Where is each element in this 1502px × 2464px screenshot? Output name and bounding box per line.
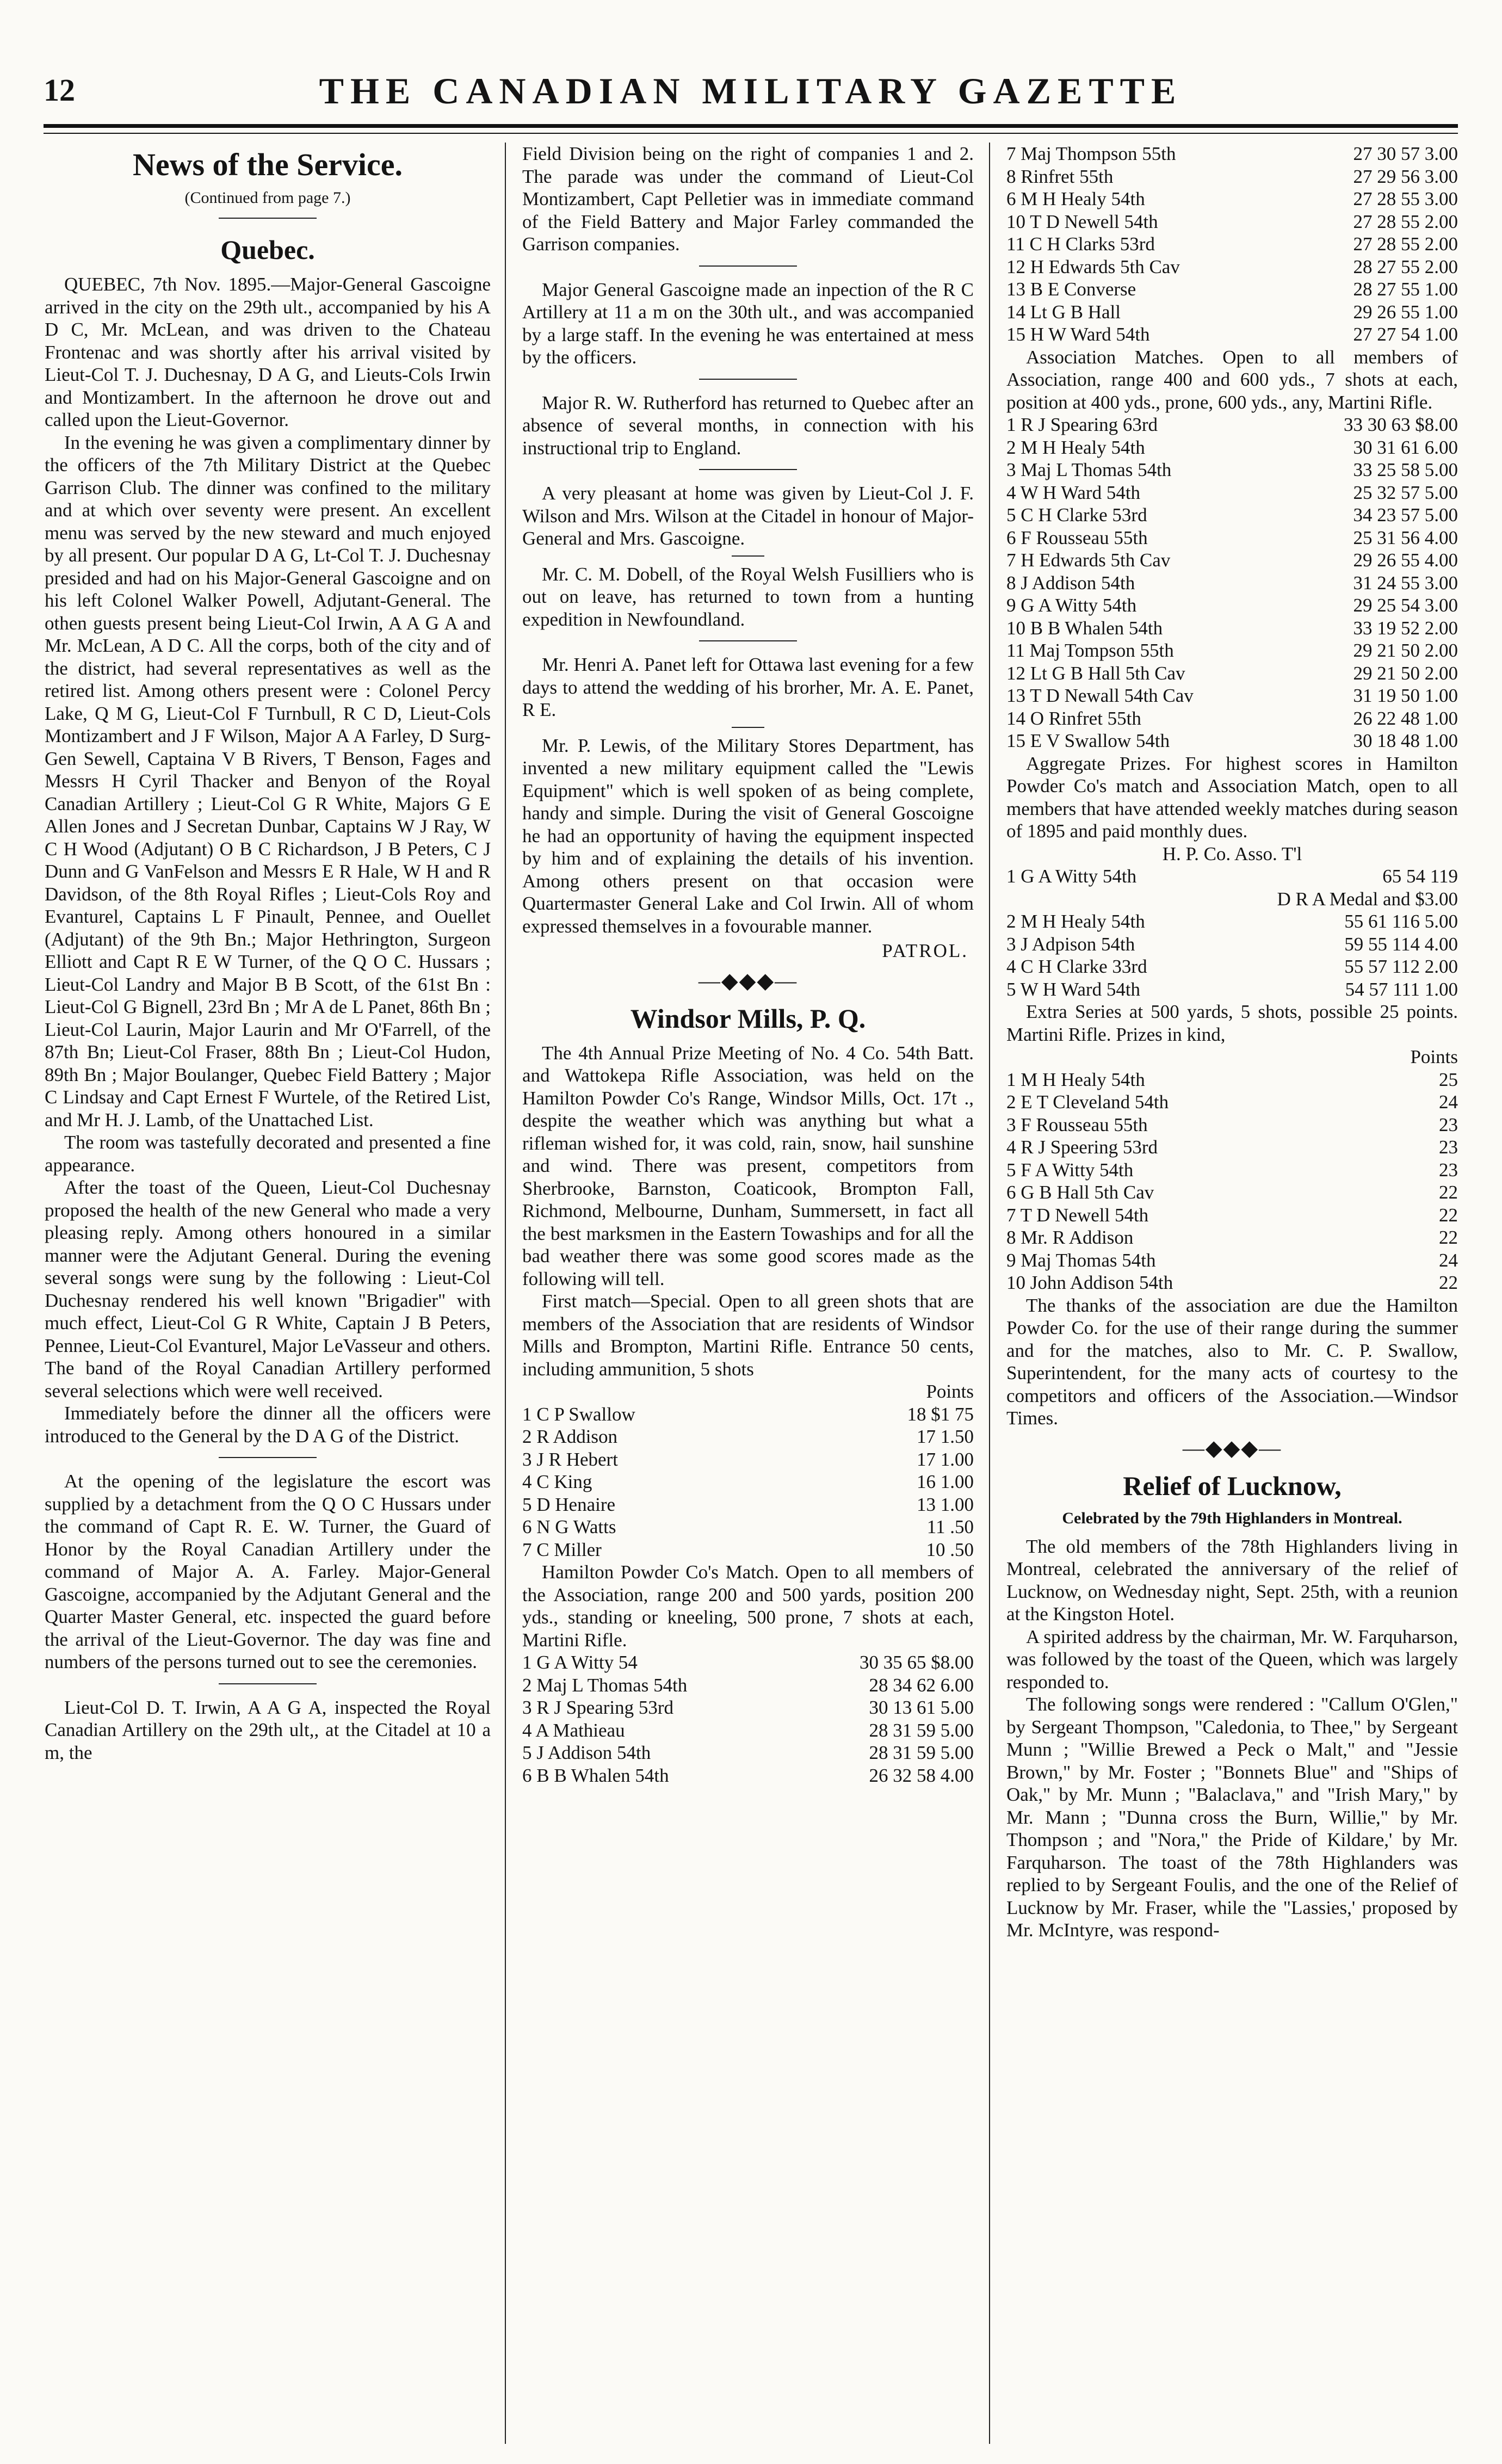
- result-row: [1006, 1181, 1458, 1204]
- competitor-name: 11 Maj Tompson 55th: [1006, 640, 1174, 661]
- competitor-score: 29 21 50 2.00: [1353, 662, 1458, 684]
- competitor-score: 10 .50: [926, 1539, 974, 1560]
- paragraph: The 4th Annual Prize Meeting of No. 4 Co. 54th Batt. and Wattokepa Rifle Association, was held on the Hamilton Powder Co's Range, Windsor Mills, Oct. 17t ., despite the weather which was anything but what a rifleman wished for, it was cold, rain, snow, hail sunshine and wind. There was present, competitors from Sherbrooke, Barnston, Coaticook, Brompton Fall, Richmond, Melbourne, Dunham, Summersett, in fact all the best marksmen in the Eastern Towaships and for all the bad weather there was some good scores made as the following will tell.: [522, 1042, 974, 1289]
- competitor-score: 13 1.00: [917, 1493, 974, 1515]
- competitor-score: 25 31 56 4.00: [1353, 527, 1458, 548]
- paragraph: A very pleasant at home was given by Lieut-Col J. F. Wilson and Mrs. Wilson at the Citadel in honour of Major-General and Mrs. Gascoigne.: [522, 483, 974, 549]
- relief-of-lucknow-heading: Relief of Lucknow,: [1123, 1470, 1342, 1501]
- hamilton-match-results: [522, 1651, 974, 1787]
- competitor-score: 27 27 54 1.00: [1353, 324, 1458, 345]
- result-row: [1006, 1159, 1458, 1182]
- competitor-name: 4 R J Speering 53rd: [1006, 1137, 1158, 1158]
- divider: [732, 555, 764, 557]
- competitor-score: 29 21 50 2.00: [1353, 640, 1458, 661]
- result-row: [1006, 639, 1458, 662]
- paragraph: A spirited address by the chairman, Mr. W. Farquharson, was followed by the toast of the Queen, which was largely responded to.: [1006, 1626, 1458, 1693]
- competitor-name: 6 N G Watts: [522, 1516, 616, 1537]
- divider: [699, 469, 797, 470]
- paragraph: Major General Gascoigne made an inpection of the R C Artillery at 11 a m on the 30th ult., and was accompanied by a large staff. In the evening he was entertained at mess by the officers.: [522, 279, 974, 368]
- result-row: [1006, 256, 1458, 279]
- paragraph: Mr. C. M. Dobell, of the Royal Welsh Fusilliers who is out on leave, has returned to town from a hunting expedition in Newfoundland.: [522, 563, 974, 630]
- result-row: [1006, 707, 1458, 730]
- competitor-score: 54 57 111 1.00: [1345, 978, 1458, 1000]
- points-header: Points: [1410, 1046, 1458, 1067]
- competitor-name: 9 Maj Thomas 54th: [1006, 1249, 1156, 1271]
- competitor-name: 14 O Rinfret 55th: [1006, 707, 1141, 729]
- paragraph: At the opening of the legislature the escort was supplied by a detachment from the Q O C Hussars under the command of Capt R. E. W. Turner, the Guard of Honor by the Royal Canadian Artillery under the command of Major A. A. Farley. Major-General Gascoigne, accompanied by the Adjutant General and the Quarter Master General, etc. inspected the guard before the arrival of the Lieut-Governor. The day was fine and numbers of the persons turned out to see the ceremonies.: [45, 1471, 491, 1672]
- competitor-name: 13 T D Newall 54th Cav: [1006, 685, 1194, 706]
- competitor-score: 55 61 116 5.00: [1344, 911, 1458, 932]
- result-row: [1006, 865, 1458, 888]
- competitor-score: 27 28 55 2.00: [1353, 211, 1458, 232]
- competitor-score: 28 31 59 5.00: [869, 1719, 974, 1741]
- competitor-score: 28 34 62 6.00: [869, 1674, 974, 1696]
- competitor-score: 16 1.00: [917, 1471, 974, 1492]
- paragraph: Association Matches. Open to all members of Association, range 400 and 600 yds., 7 shots at each, position at 400 yds., prone, 600 yds., any, Martini Rifle.: [1006, 346, 1458, 413]
- result-row: [522, 1719, 974, 1742]
- competitor-score: 59 55 114 4.00: [1344, 933, 1458, 955]
- competitor-score: 22: [1439, 1204, 1458, 1226]
- competitor-score: 23: [1439, 1114, 1458, 1135]
- page-header: [44, 65, 1458, 125]
- paragraph: Aggregate Prizes. For highest scores in Hamilton Powder Co's match and Association Match, open to all members that have attended weekly matches during season of 1895 and paid monthly dues.: [1006, 752, 1458, 842]
- competitor-score: 22: [1439, 1182, 1458, 1203]
- competitor-name: 6 M H Healy 54th: [1006, 188, 1145, 209]
- paragraph: The old members of the 78th Highlanders living in Montreal, celebrated the anniversary of the relief of Lucknow, on Wednesday night, Sept. 25th, with a reunion at the Kingston Hotel.: [1006, 1535, 1458, 1625]
- competitor-name: 12 Lt G B Hall 5th Cav: [1006, 662, 1185, 684]
- competitor-score: 31 24 55 3.00: [1353, 572, 1458, 594]
- competitor-name: 7 T D Newell 54th: [1006, 1204, 1149, 1226]
- aggregate-results: [1006, 910, 1458, 1001]
- result-row: [522, 1425, 974, 1448]
- divider: [699, 640, 797, 641]
- result-row: [1006, 572, 1458, 595]
- competitor-score: 23: [1439, 1159, 1458, 1181]
- extra-series-results: [1006, 1069, 1458, 1294]
- result-row: [1006, 211, 1458, 233]
- competitor-score: 33 25 58 5.00: [1353, 459, 1458, 480]
- paragraph: The following songs were rendered : "Callum O'Glen," by Sergeant Thompson, "Caledonia, to Thee," by Sergeant Munn ; "Willie Brewed a Peck o Malt," and "Jessie Brown," by Mr. Foster ; "Bonnets Blue" and "Ships of Oak," by Mr. Munn ; "Balaclava," and "Irish Mary," by Mr. Mann ; "Dunna cross the Burn, Willie," by Mr. Thompson ; and "Nora," the Pride of Kildare,' by Mr. Farquharson. The toast of the 78th Highlanders was replied to by Sergeant Foulis, and the one of the Relief of Lucknow by Mr. Fraser, while the "Lassies,' proposed by Mr. McIntyre, was respond-: [1006, 1694, 1458, 1941]
- divider: [219, 1457, 317, 1458]
- page-number: 12: [44, 72, 75, 108]
- competitor-score: 55 57 112 2.00: [1344, 956, 1458, 977]
- competitor-score: 33 30 63 $8.00: [1344, 414, 1458, 435]
- competitor-score: 28 27 55 1.00: [1353, 279, 1458, 300]
- result-row: [1006, 955, 1458, 978]
- result-row: [522, 1742, 974, 1764]
- result-row: [1006, 527, 1458, 549]
- competitor-name: 3 J R Hebert: [522, 1448, 618, 1470]
- result-row: [1006, 1226, 1458, 1249]
- competitor-score: 30 13 61 5.00: [869, 1697, 974, 1718]
- competitor-name: 4 A Mathieau: [522, 1719, 625, 1741]
- competitor-name: 8 J Addison 54th: [1006, 572, 1135, 594]
- competitor-name: 10 T D Newell 54th: [1006, 211, 1158, 232]
- aggregate-header: H. P. Co. Asso. T'l: [1162, 843, 1302, 864]
- result-row: [522, 1764, 974, 1787]
- competitor-name: 2 R Addison: [522, 1426, 618, 1447]
- lucknow-subheading: Celebrated by the 79th Highlanders in Montreal.: [1062, 1509, 1402, 1527]
- ornament-divider: —◆◆◆—: [1182, 1435, 1282, 1460]
- competitor-name: 1 R J Spearing 63rd: [1006, 414, 1158, 435]
- competitor-score: 25: [1439, 1069, 1458, 1090]
- continued-note: (Continued from page 7.): [184, 189, 351, 207]
- competitor-score: 29 25 54 3.00: [1353, 595, 1458, 616]
- competitor-score: 26 22 48 1.00: [1353, 707, 1458, 729]
- result-row: [1006, 1249, 1458, 1272]
- paragraph: In the evening he was given a complimentary dinner by the officers of the 7th Military District at the Quebec Garrison Club. The dinner was confined to the military and at which over seventy were present. An excellent menu was served by the new steward and much enjoyed by all present. Our popular D A G, Lt-Col T. J. Duchesnay presided and had on his Major-General Gascoigne and on his left Colonel Walker Powell, Adjutant-General. The othen guests present being Lieut-Col Irwin, A A G A and Mr. McLean, A D C. All the corps, both of the city and of the district, had several representatives as well as the retired list. Among others present were : Colonel Percy Lake, Q M G, Lieut-Col F Turnbull, R C D, Lieut-Cols Montizambert and J F Wilson, Major A A Farley, D Surg-Gen Sewell, Captaina V B Rivers, T Benson, Fages and Messrs H Cyril Thacker and Benyon of the Royal Canadian Artillery ; Lieut-Col G R White, Majors G E Allen Jones and J Secretan Dunbar, Captains W J Ray, W C H Wood (Adjutant) O B C Richardson, J B Peters, C J Dunn and G VanFelson and Messrs E R Hale, W H and R Davidson, of the 8th Royal Rifles ; Lieut-Cols Roy and Evanturel, Captains L F Pinault, Pennee, and Ouellet (Adjutant) of the 9th Bn.; Major Hethrington, Surgeon Elliott and Capt R E W Turner, of the Q O C. Hussars ; Lieut-Col Landry and Major B B Scott, of the 61st Bn : Lieut-Col G Bignell, 23rd Bn ; Mr A de L Panet, 86th Bn ; Lieut-Col Laurin, Major Laurin and Mr O'Farrell, of the 87th Bn; Lieut-Col Fraser, 88th Bn ; Lieut-Col Hudon, 89th Bn ; Major Boulanger, Quebec Field Battery ; Major C Lindsay and Capt Ernest F Wurtele, of the Retired List, and Mr H. J. Lamb, of the Unattached List.: [45, 431, 491, 1131]
- competitor-score: 27 28 55 3.00: [1353, 188, 1458, 209]
- result-row: [1006, 910, 1458, 933]
- paragraph: First match—Special. Open to all green shots that are members of the Association that are residents of Windsor Mills and Brompton, Martini Rifle. Entrance 50 cents, including ammunition, 5 shots: [522, 1290, 974, 1380]
- competitor-name: 9 G A Witty 54th: [1006, 595, 1137, 616]
- competitor-name: 15 H W Ward 54th: [1006, 324, 1150, 345]
- competitor-name: 4 C H Clarke 33rd: [1006, 956, 1147, 977]
- header-rule-thick: [44, 124, 1458, 128]
- association-match-results: [1006, 413, 1458, 752]
- paragraph: QUEBEC, 7th Nov. 1895.—Major-General Gascoigne arrived in the city on the 29th ult., accompanied by his A D C, Mr. McLean, and was driven to the Chateau Frontenac and was shortly after his arrival visited by Lieut-Col T. J. Duchesnay, D A G, and Lieuts-Cols Irwin and Montizambert. In the afternoon he drove out and called upon the Lieut-Governor.: [45, 274, 491, 430]
- paragraph: Major R. W. Rutherford has returned to Quebec after an absence of several months, in connection with his instructional trip to England.: [522, 392, 974, 459]
- competitor-score: 17 1.50: [917, 1426, 974, 1447]
- result-row: [1006, 1136, 1458, 1159]
- quebec-heading: Quebec.: [220, 234, 315, 265]
- paragraph: Hamilton Powder Co's Match. Open to all members of the Association, range 200 and 500 yards, position 200 yds., standing or kneeling, 500 prone, 7 shots at each, Martini Rifle.: [522, 1561, 974, 1651]
- competitor-score: 26 32 58 4.00: [869, 1764, 974, 1786]
- result-row: [1006, 504, 1458, 527]
- competitor-score: 24: [1439, 1091, 1458, 1113]
- divider: [732, 727, 764, 728]
- competitor-score: 27 30 57 3.00: [1353, 143, 1458, 164]
- result-row: [522, 1448, 974, 1471]
- competitor-score: 65 54 119: [1382, 866, 1458, 887]
- competitor-name: 15 E V Swallow 54th: [1006, 730, 1170, 751]
- result-row: [1006, 323, 1458, 346]
- competitor-score: 22: [1439, 1227, 1458, 1248]
- result-row: [1006, 233, 1458, 256]
- column-2: [522, 143, 974, 2444]
- competitor-name: 3 Maj L Thomas 54th: [1006, 459, 1172, 480]
- competitor-name: 7 Maj Thompson 55th: [1006, 143, 1176, 164]
- result-row: [1006, 730, 1458, 752]
- competitor-name: 4 C King: [522, 1471, 592, 1492]
- column-divider-2: [989, 143, 990, 2444]
- result-row: [1006, 436, 1458, 459]
- result-row: [1006, 481, 1458, 504]
- result-row: [1006, 549, 1458, 572]
- competitor-name: 5 W H Ward 54th: [1006, 978, 1141, 1000]
- first-match-results: [522, 1403, 974, 1561]
- result-row: [522, 1696, 974, 1719]
- paragraph: Lieut-Col D. T. Irwin, A A G A, inspected the Royal Canadian Artillery on the 29th ult,, at the Citadel at 10 a m, the: [45, 1696, 491, 1763]
- result-row: [1006, 188, 1458, 211]
- competitor-name: 3 R J Spearing 53rd: [522, 1697, 674, 1718]
- news-of-the-service-heading: News of the Service.: [132, 147, 403, 182]
- result-row: [1006, 1091, 1458, 1114]
- masthead-title: THE CANADIAN MILITARY GAZETTE: [319, 70, 1183, 112]
- points-header: Points: [926, 1381, 974, 1402]
- competitor-name: 12 H Edwards 5th Cav: [1006, 256, 1180, 277]
- result-row: [522, 1539, 974, 1561]
- competitor-name: 11 C H Clarks 53rd: [1006, 233, 1155, 255]
- paragraph: Mr. P. Lewis, of the Military Stores Department, has invented a new military equipment called the "Lewis Equipment" which is well spoken of as being complete, handy and simple. During the visit of General Goscoigne he had an opportunity of having the equipment inspected by him and of explaining the details of his invention. Among others present on that occasion were Quartermaster General Lake and Col Irwin. All of whom expressed themselves in a fovourable manner.: [522, 734, 974, 937]
- competitor-name: 2 E T Cleveland 54th: [1006, 1091, 1169, 1113]
- paragraph: Mr. Henri A. Panet left for Ottawa last evening for a few days to attend the wedding of his brorher, Mr. A. E. Panet, R E.: [522, 654, 974, 720]
- competitor-name: 5 D Henaire: [522, 1493, 616, 1515]
- aggregate-medal-note: D R A Medal and $3.00: [1277, 888, 1458, 910]
- competitor-score: 29 26 55 1.00: [1353, 301, 1458, 323]
- competitor-name: 6 F Rousseau 55th: [1006, 527, 1148, 548]
- competitor-score: 11 .50: [926, 1516, 974, 1537]
- paragraph: The room was tastefully decorated and presented a fine appearance.: [45, 1132, 491, 1176]
- competitor-score: 30 31 61 6.00: [1353, 436, 1458, 458]
- paragraph: After the toast of the Queen, Lieut-Col Duchesnay proposed the health of the new General who made a very pleasing reply. Among others honoured in a similar manner were the Adjutant General. During the evening several songs were sung by the following : Lieut-Col Duchesnay rendered his well known "Brigadier" with much effect, Lieut-Col G R White, Captain J B Peters, Pennee, Lieut-Col Evanturel, Major LeVasseur and others. The band of the Royal Canadian Artillery performed several selections which were well received.: [45, 1177, 491, 1401]
- result-row: [1006, 662, 1458, 685]
- divider: [699, 379, 797, 380]
- competitor-name: 2 M H Healy 54th: [1006, 911, 1145, 932]
- competitor-name: 10 B B Whalen 54th: [1006, 617, 1163, 639]
- paragraph: Immediately before the dinner all the officers were introduced to the General by the D A G of the District.: [45, 1403, 491, 1447]
- result-row: [1006, 1271, 1458, 1294]
- competitor-score: 17 1.00: [917, 1448, 974, 1470]
- divider: [219, 1683, 317, 1684]
- paragraph: Extra Series at 500 yards, 5 shots, possible 25 points. Martini Rifle. Prizes in kind,: [1006, 1001, 1458, 1045]
- competitor-name: 5 C H Clarke 53rd: [1006, 504, 1147, 526]
- result-row: [522, 1493, 974, 1516]
- competitor-name: 8 Rinfret 55th: [1006, 165, 1114, 187]
- competitor-name: 6 B B Whalen 54th: [522, 1764, 669, 1786]
- competitor-name: 3 J Adpison 54th: [1006, 933, 1135, 955]
- result-row: [1006, 933, 1458, 956]
- competitor-score: 27 29 56 3.00: [1353, 165, 1458, 187]
- competitor-score: 30 18 48 1.00: [1353, 730, 1458, 751]
- competitor-name: 10 John Addison 54th: [1006, 1272, 1173, 1293]
- competitor-name: 6 G B Hall 5th Cav: [1006, 1182, 1154, 1203]
- result-row: [522, 1674, 974, 1697]
- result-row: [1006, 459, 1458, 481]
- competitor-score: 30 35 65 $8.00: [860, 1652, 974, 1673]
- result-row: [1006, 684, 1458, 707]
- competitor-score: 31 19 50 1.00: [1353, 685, 1458, 706]
- competitor-name: 5 F A Witty 54th: [1006, 1159, 1134, 1181]
- competitor-name: 2 M H Healy 54th: [1006, 436, 1145, 458]
- competitor-name: 1 G A Witty 54th: [1006, 866, 1137, 887]
- competitor-name: 2 Maj L Thomas 54th: [522, 1674, 688, 1696]
- result-row: [522, 1471, 974, 1493]
- ornament-divider: —◆◆◆—: [698, 968, 798, 993]
- result-row: [1006, 301, 1458, 324]
- competitor-name: 13 B E Converse: [1006, 279, 1136, 300]
- column-3: [1006, 143, 1458, 2444]
- divider: [219, 218, 317, 219]
- result-row: [1006, 594, 1458, 617]
- result-row: [1006, 1069, 1458, 1091]
- result-row: [1006, 165, 1458, 188]
- result-row: [1006, 413, 1458, 436]
- column-divider-1: [505, 143, 506, 2444]
- result-row: [1006, 1204, 1458, 1227]
- competitor-name: 1 M H Healy 54th: [1006, 1069, 1145, 1090]
- paragraph: The thanks of the association are due the Hamilton Powder Co. for the use of their range during the summer and for the matches, also to Mr. C. P. Swallow, Superintendent, for the many acts of courtesy to the competitors and officers of the Association.—Windsor Times.: [1006, 1294, 1458, 1429]
- paragraph: Field Division being on the right of companies 1 and 2. The parade was under the command of Lieut-Col Montizambert, Capt Pelletier was in immediate command of the Field Battery and Major Farley commanded the Garrison companies.: [522, 143, 974, 255]
- competitor-score: 22: [1439, 1272, 1458, 1293]
- competitor-name: 8 Mr. R Addison: [1006, 1227, 1134, 1248]
- competitor-name: 7 C Miller: [522, 1539, 602, 1560]
- competitor-name: 5 J Addison 54th: [522, 1742, 651, 1763]
- result-row: [1006, 978, 1458, 1001]
- header-rule-thin: [44, 133, 1458, 134]
- competitor-score: 34 23 57 5.00: [1353, 504, 1458, 526]
- signature: PATROL.: [882, 940, 968, 961]
- competitor-score: 24: [1439, 1249, 1458, 1271]
- competitor-score: 25 32 57 5.00: [1353, 481, 1458, 503]
- competitor-score: 29 26 55 4.00: [1353, 549, 1458, 571]
- result-row: [1006, 278, 1458, 301]
- competitor-score: 28 31 59 5.00: [869, 1742, 974, 1763]
- hamilton-match-results-continued: [1006, 143, 1458, 346]
- result-row: [1006, 143, 1458, 165]
- competitor-name: 7 H Edwards 5th Cav: [1006, 549, 1171, 571]
- competitor-name: 1 C P Swallow: [522, 1403, 635, 1425]
- result-row: [522, 1516, 974, 1539]
- competitor-score: 33 19 52 2.00: [1353, 617, 1458, 639]
- competitor-score: 28 27 55 2.00: [1353, 256, 1458, 277]
- competitor-score: 18 $1 75: [907, 1403, 974, 1425]
- divider: [699, 265, 797, 267]
- competitor-score: 23: [1439, 1137, 1458, 1158]
- result-row: [522, 1651, 974, 1674]
- competitor-name: 4 W H Ward 54th: [1006, 481, 1141, 503]
- competitor-name: 14 Lt G B Hall: [1006, 301, 1121, 323]
- windsor-mills-heading: Windsor Mills, P. Q.: [630, 1003, 866, 1034]
- column-1: [45, 143, 491, 2444]
- result-row: [1006, 1114, 1458, 1137]
- result-row: [522, 1403, 974, 1426]
- result-row: [1006, 617, 1458, 640]
- competitor-score: 27 28 55 2.00: [1353, 233, 1458, 255]
- competitor-name: 1 G A Witty 54: [522, 1652, 638, 1673]
- competitor-name: 3 F Rousseau 55th: [1006, 1114, 1148, 1135]
